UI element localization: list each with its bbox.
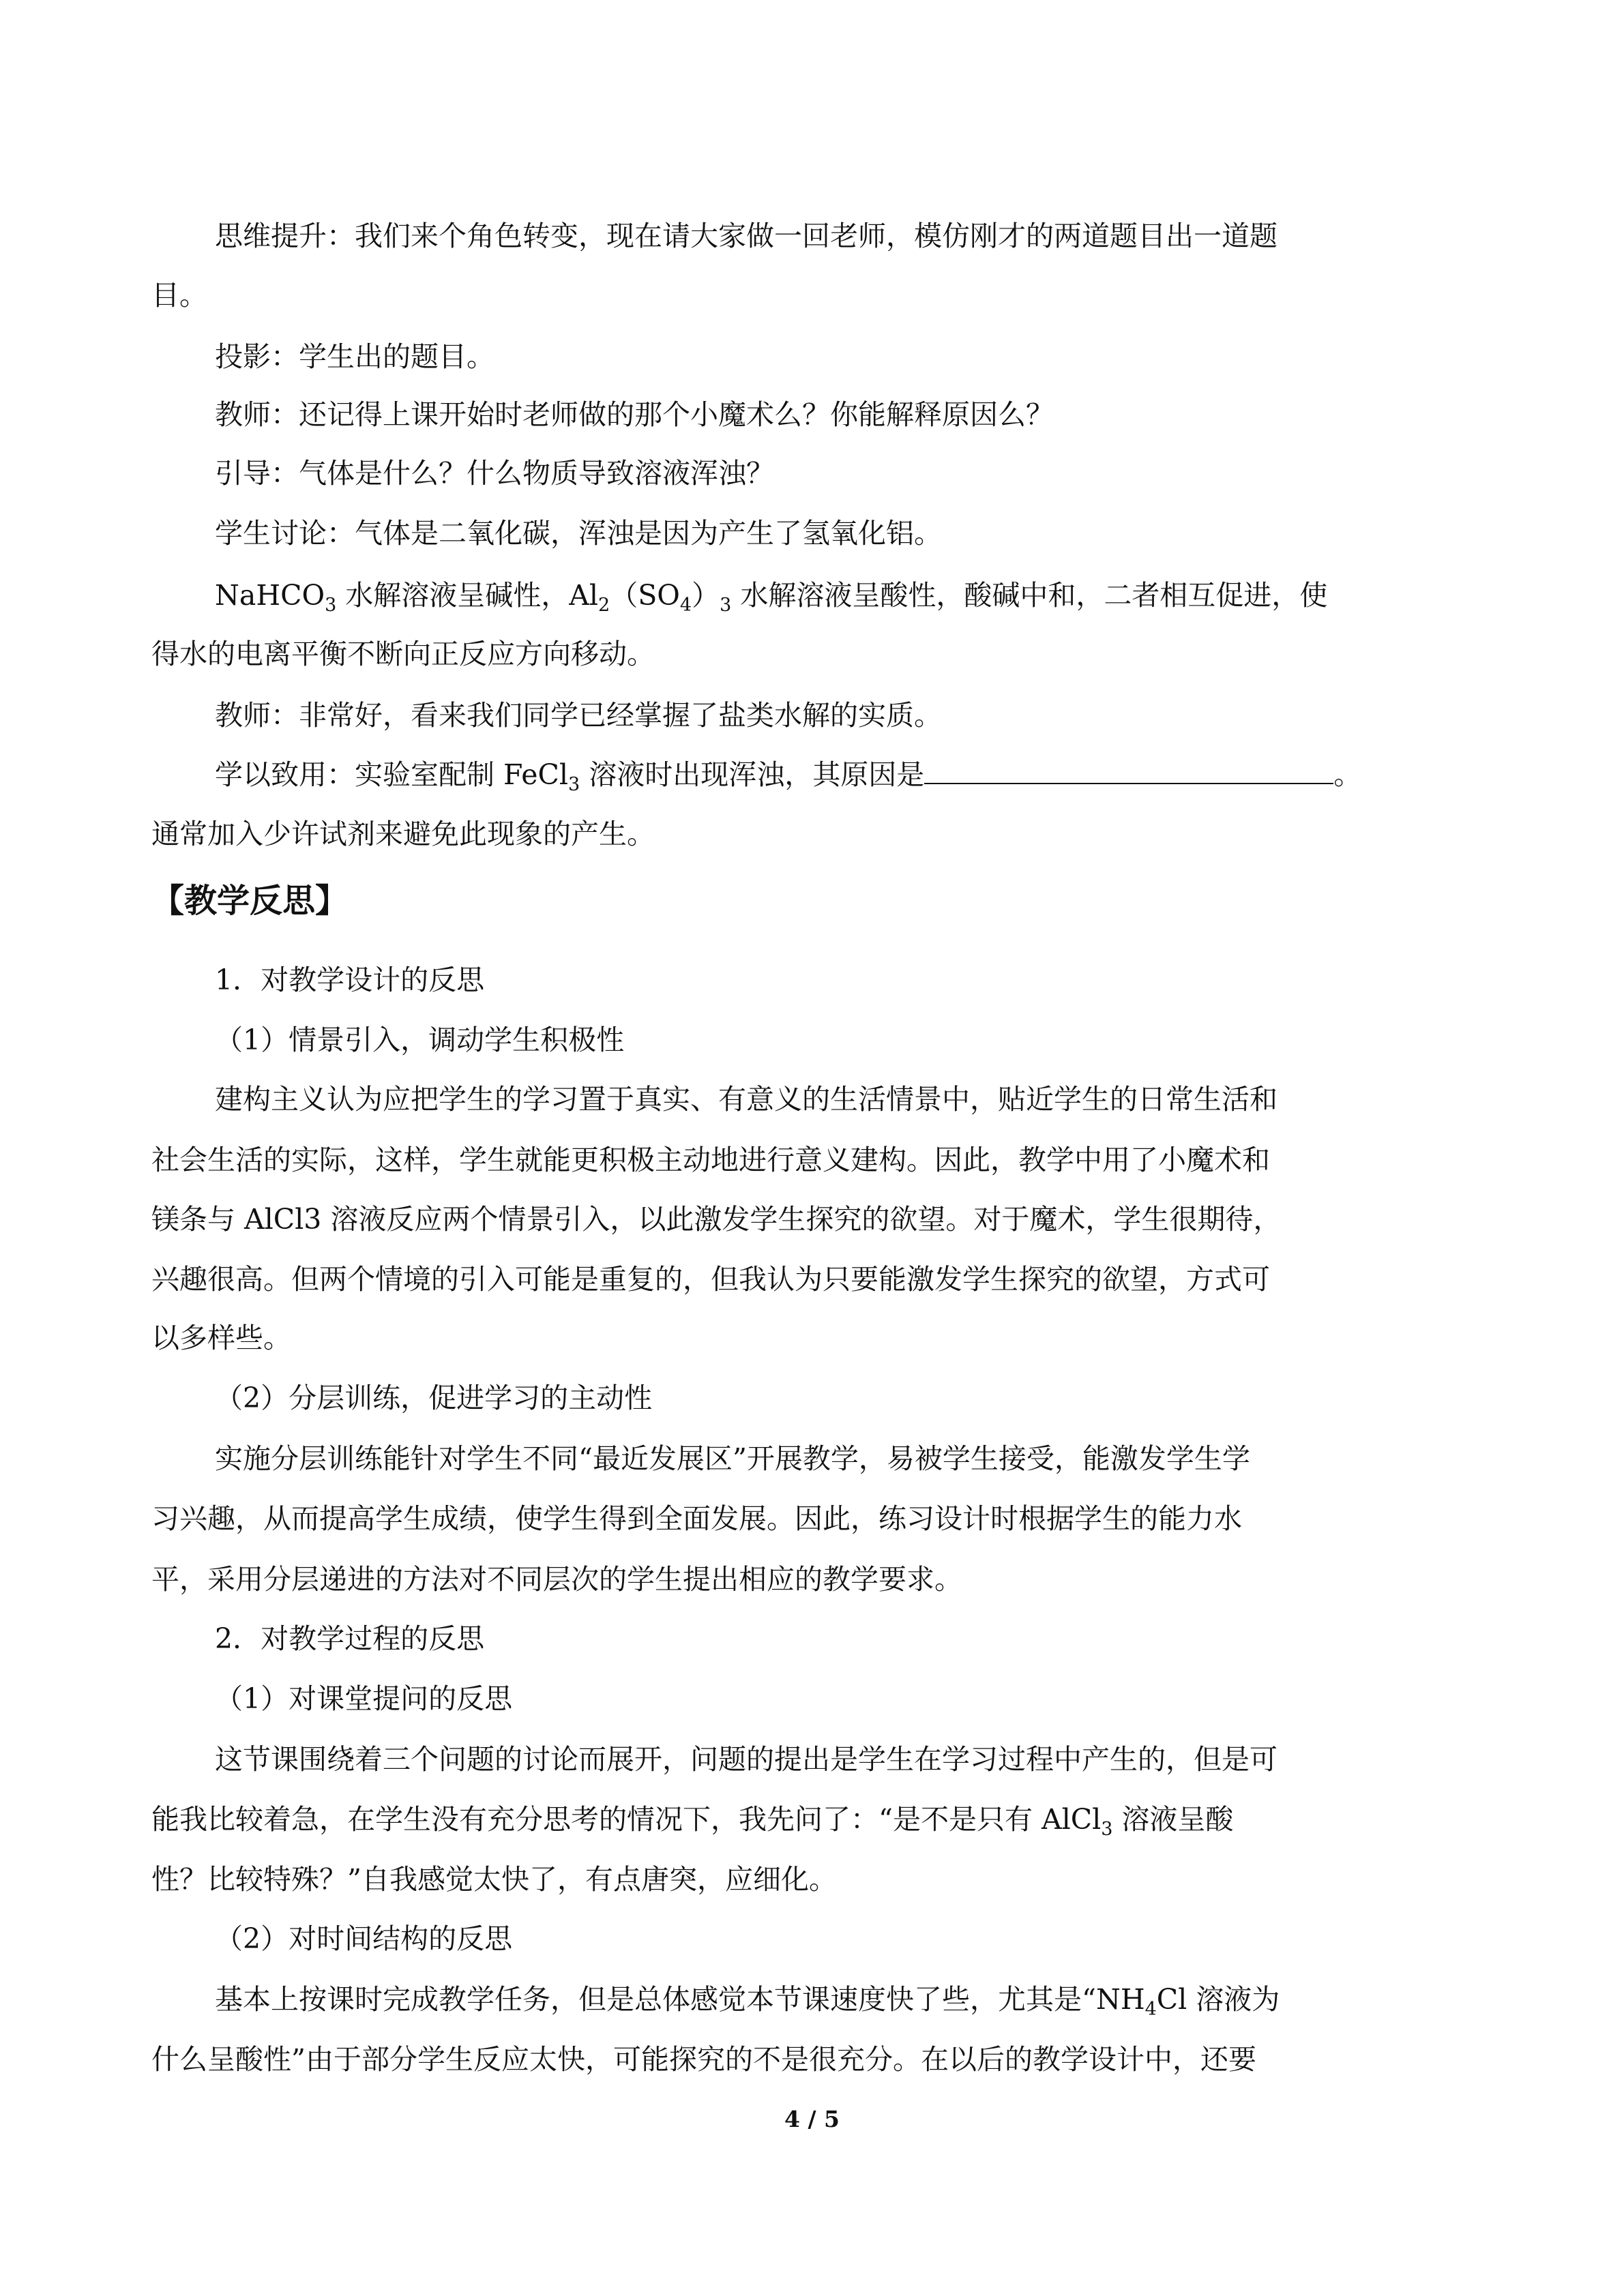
subscript: 3 — [325, 595, 337, 616]
text-line: （1）对课堂提问的反思 — [215, 1682, 513, 1715]
text-line: 习兴趣，从而提高学生成绩，使学生得到全面发展。因此，练习设计时根据学生的能力水 — [151, 1502, 1242, 1535]
text-line: 教师：非常好，看来我们同学已经掌握了盐类水解的实质。 — [215, 699, 942, 732]
text-line: 学生讨论：气体是二氧化碳，浑浊是因为产生了氢氧化铝。 — [215, 517, 942, 550]
text-line: 以多样些。 — [151, 1322, 291, 1354]
text-line: 投影：学生出的题目。 — [215, 340, 494, 373]
text-run: NaHCO — [215, 579, 325, 612]
text-line: 建构主义认为应把学生的学习置于真实、有意义的生活情景中，贴近学生的日常生活和 — [215, 1083, 1278, 1116]
text-line: （1）情景引入，调动学生积极性 — [215, 1024, 625, 1056]
text-run: 能我比较着急，在学生没有充分思考的情况下，我先问了：“是不是只有 AlCl — [151, 1803, 1102, 1836]
text-line: 社会生活的实际，这样，学生就能更积极主动地进行意义建构。因此，教学中用了小魔术和 — [151, 1144, 1270, 1176]
subscript: 3 — [720, 595, 732, 616]
text-line: （2）对时间结构的反思 — [215, 1922, 513, 1955]
text-run: 。 — [1333, 758, 1362, 791]
section-heading: 【教学反思】 — [151, 882, 349, 920]
text-line — [0, 1795, 1624, 1843]
text-line: （2）分层训练，促进学习的主动性 — [215, 1382, 653, 1414]
text-line: 这节课围绕着三个问题的讨论而展开，问题的提出是学生在学习过程中产生的，但是可 — [215, 1743, 1278, 1776]
text-run: 基本上按课时完成教学任务，但是总体感觉本节课速度快了些，尤其是“NH — [215, 1983, 1145, 2016]
text-line: 2．对教学过程的反思 — [215, 1622, 485, 1655]
text-line: 平，采用分层递进的方法对不同层次的学生提出相应的教学要求。 — [151, 1563, 962, 1596]
answer-blank — [924, 751, 1333, 784]
text-run: Cl 溶液为 — [1156, 1983, 1280, 2016]
text-line: 引导：气体是什么？什么物质导致溶液浑浊？ — [215, 457, 774, 490]
text-line: 实施分层训练能针对学生不同“最近发展区”开展教学，易被学生接受，能激发学生学 — [215, 1442, 1250, 1475]
text-line: 兴趣很高。但两个情境的引入可能是重复的，但我认为只要能激发学生探究的欲望，方式可 — [151, 1263, 1270, 1296]
text-line: 目。 — [151, 279, 207, 312]
text-run: ） — [692, 579, 720, 612]
text-line: 什么呈酸性”由于部分学生反应太快，可能探究的不是很充分。在以后的教学设计中，还要 — [151, 2043, 1256, 2076]
text-line — [0, 751, 1624, 799]
text-line: 1．对教学设计的反思 — [215, 964, 485, 996]
text-line: 性？比较特殊？”自我感觉太快了，有点唐突，应细化。 — [151, 1863, 837, 1896]
text-line: 思维提升：我们来个角色转变，现在请大家做一回老师，模仿刚才的两道题目出一道题 — [215, 220, 1278, 252]
subscript: 2 — [598, 595, 610, 616]
subscript: 4 — [679, 595, 692, 616]
text-line: 通常加入少许试剂来避免此现象的产生。 — [151, 818, 655, 850]
text-run: 学以致用：实验室配制 FeCl — [215, 758, 568, 791]
text-run: 溶液呈酸 — [1112, 1803, 1234, 1836]
text-run: （SO — [610, 579, 680, 612]
text-line: 得水的电离平衡不断向正反应方向移动。 — [151, 638, 655, 670]
text-line — [0, 571, 1624, 619]
text-line: 镁条与 AlCl3 溶液反应两个情景引入，以此激发学生探究的欲望。对于魔术，学生很期待， — [151, 1203, 1282, 1236]
text-run: 溶液时出现浑浊，其原因是 — [580, 758, 925, 791]
text-line — [0, 1976, 1624, 2023]
page-number: 4 / 5 — [784, 2106, 840, 2132]
text-line: 教师：还记得上课开始时老师做的那个小魔术么？你能解释原因么？ — [215, 398, 1054, 431]
subscript: 3 — [567, 774, 580, 795]
subscript: 4 — [1145, 1999, 1157, 2020]
text-run: 水解溶液呈碱性，Al — [336, 579, 599, 612]
text-run: 水解溶液呈酸性，酸碱中和，二者相互促进，使 — [731, 579, 1328, 612]
subscript: 3 — [1101, 1819, 1113, 1840]
